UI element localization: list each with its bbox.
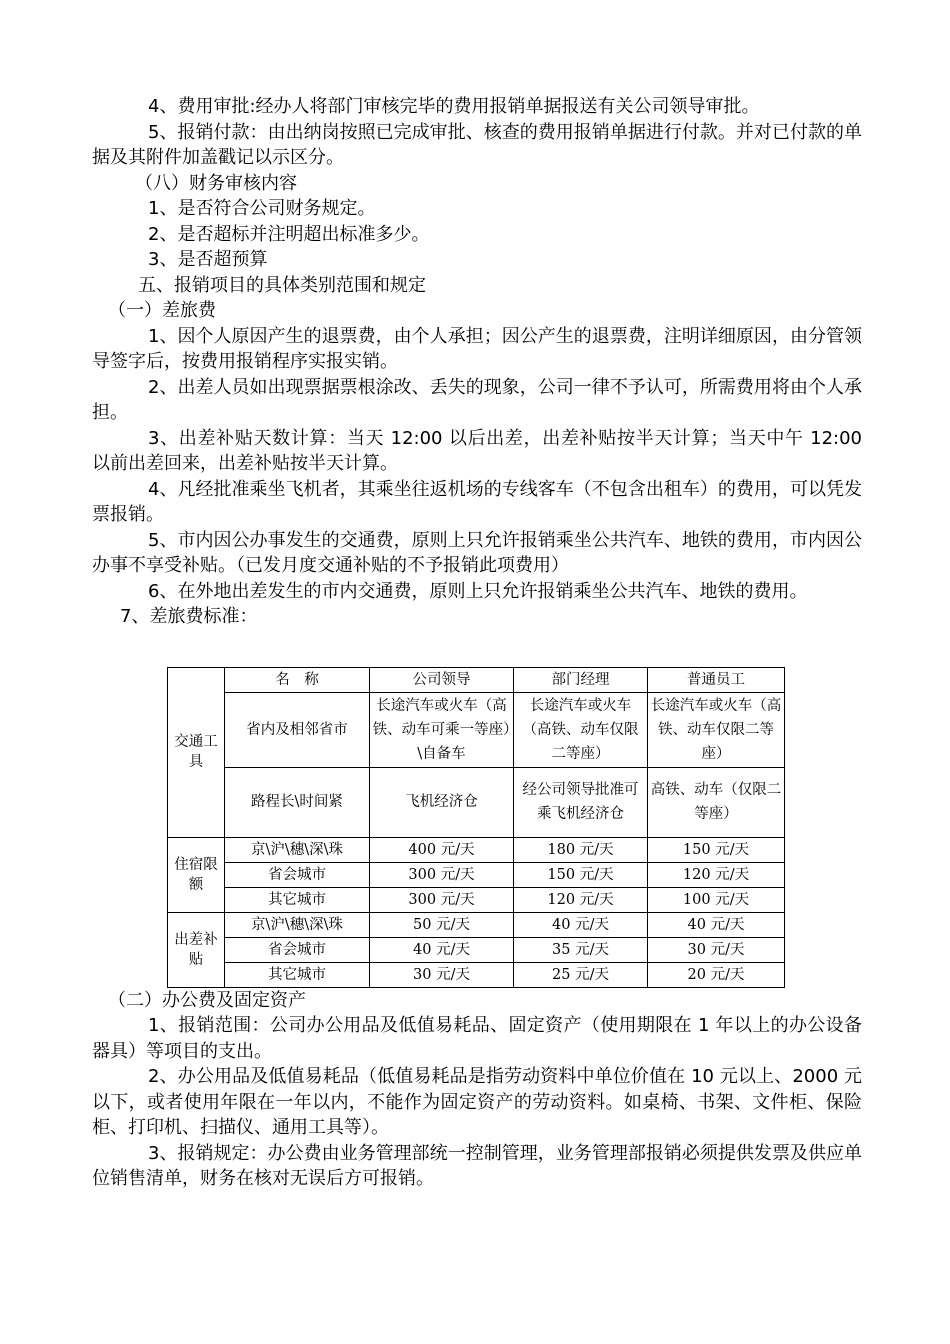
- audit-item: 2、是否超标并注明超出标准多少。: [148, 223, 430, 245]
- cell: 25 元/天: [514, 962, 648, 987]
- row-name: 省会城市: [225, 937, 370, 962]
- office-item: 2、办公用品及低值易耗品（低值易耗品是指劳动资料中单位价值在 10 元以上、2000 元以下，或者使用年限在一年以内，不能作为固定资产的劳动资料。如桌椅、书架、文件柜、保险柜、打印机、扫描仪、通用工具等）。: [92, 1066, 862, 1138]
- cell: 长途汽车或火车（高铁、动车仅限二等座）: [648, 692, 785, 767]
- row-name: 路程长\时间紧: [225, 767, 370, 837]
- table-row: [168, 837, 785, 862]
- cell: 长途汽车或火车（高铁、动车仅限二等座）: [514, 692, 648, 767]
- travel-item: 1、因个人原因产生的退票费，由个人承担；因公产生的退票费，注明详细原因，由分管领导签字后，按费用报销程序实报实销。: [92, 325, 862, 372]
- subsection-heading-travel: （一）差旅费: [108, 300, 216, 321]
- header-col2: 部门经理: [514, 667, 648, 692]
- cell: 400 元/天: [370, 837, 514, 862]
- cell: 35 元/天: [514, 937, 648, 962]
- cell: 40 元/天: [370, 937, 514, 962]
- group-transport: 交通工具: [168, 667, 225, 837]
- cell: 120 元/天: [514, 887, 648, 912]
- table-row: [168, 912, 785, 937]
- row-name: 其它城市: [225, 887, 370, 912]
- group-lodging: 住宿限额: [168, 837, 225, 912]
- cell: 120 元/天: [648, 862, 785, 887]
- row-name: 京\沪\穗\深\珠: [225, 912, 370, 937]
- header-name: 名 称: [225, 667, 370, 692]
- travel-standard-table: [167, 667, 785, 988]
- cell: 30 元/天: [370, 962, 514, 987]
- subsection-heading-office: （二）办公费及固定资产: [108, 989, 306, 1011]
- cell: 30 元/天: [648, 937, 785, 962]
- audit-item: 1、是否符合公司财务规定。: [148, 198, 376, 219]
- cell: 经公司领导批准可乘飞机经济仓: [514, 767, 648, 837]
- section-heading-categories: 五、报销项目的具体类别范围和规定: [138, 274, 426, 296]
- travel-standard-label: 7、差旅费标准：: [120, 606, 258, 627]
- cell: 长途汽车或火车（高铁、动车可乘一等座）\自备车: [370, 692, 514, 767]
- travel-item: 5、市内因公办事发生的交通费，原则上只允许报销乘坐公共汽车、地铁的费用，市内因公办事不享受补贴。（已发月度交通补贴的不予报销此项费用）: [92, 529, 862, 576]
- table-row: [168, 862, 785, 887]
- cell: 50 元/天: [370, 912, 514, 937]
- row-name: 其它城市: [225, 962, 370, 987]
- table-row: [168, 887, 785, 912]
- cell: 150 元/天: [648, 837, 785, 862]
- cell: 40 元/天: [514, 912, 648, 937]
- cell: 飞机经济仓: [370, 767, 514, 837]
- paragraph-expense-approval: 4、费用审批:经办人将部门审核完毕的费用报销单据报送有关公司领导审批。: [148, 96, 760, 117]
- cell: 300 元/天: [370, 887, 514, 912]
- table-row: [168, 692, 785, 767]
- office-item: 3、报销规定：办公费由业务管理部统一控制管理，业务管理部报销必须提供发票及供应单位销售清单，财务在核对无误后方可报销。: [92, 1142, 862, 1189]
- cell: 高铁、动车（仅限二等座）: [648, 767, 785, 837]
- group-allowance: 出差补贴: [168, 912, 225, 987]
- travel-item: 4、凡经批准乘坐飞机者，其乘坐往返机场的专线客车（不包含出租车）的费用，可以凭发票报销。: [92, 478, 862, 525]
- travel-item: 6、在外地出差发生的市内交通费，原则上只允许报销乘坐公共汽车、地铁的费用。: [148, 580, 808, 602]
- cell: 100 元/天: [648, 887, 785, 912]
- cell: 20 元/天: [648, 962, 785, 987]
- header-col1: 公司领导: [370, 667, 514, 692]
- cell: 300 元/天: [370, 862, 514, 887]
- travel-item: 2、出差人员如出现票据票根涂改、丢失的现象，公司一律不予认可，所需费用将由个人承担。: [92, 376, 862, 423]
- cell: 150 元/天: [514, 862, 648, 887]
- table-row: [168, 962, 785, 987]
- row-name: 省会城市: [225, 862, 370, 887]
- document-body: [92, 94, 862, 1192]
- audit-item: 3、是否超预算: [148, 249, 268, 270]
- row-name: 京\沪\穗\深\珠: [225, 837, 370, 862]
- section-heading-audit: （八）财务审核内容: [135, 172, 297, 194]
- table-header-row: [168, 667, 785, 692]
- table-row: [168, 937, 785, 962]
- cell: 180 元/天: [514, 837, 648, 862]
- paragraph-reimbursement-payment: 5、报销付款：由出纳岗按照已完成审批、核查的费用报销单据进行付款。并对已付款的单据及其附件加盖戳记以示区分。: [92, 121, 862, 168]
- office-item: 1、报销范围：公司办公用品及低值易耗品、固定资产（使用期限在 1 年以上的办公设备器具）等项目的支出。: [92, 1015, 862, 1062]
- row-name: 省内及相邻省市: [225, 692, 370, 767]
- travel-item: 3、出差补贴天数计算：当天 12:00 以后出差，出差补贴按半天计算；当天中午 12:00 以前出差回来，出差补贴按半天计算。: [92, 427, 862, 474]
- cell: 40 元/天: [648, 912, 785, 937]
- table-row: [168, 767, 785, 837]
- header-col3: 普通员工: [648, 667, 785, 692]
